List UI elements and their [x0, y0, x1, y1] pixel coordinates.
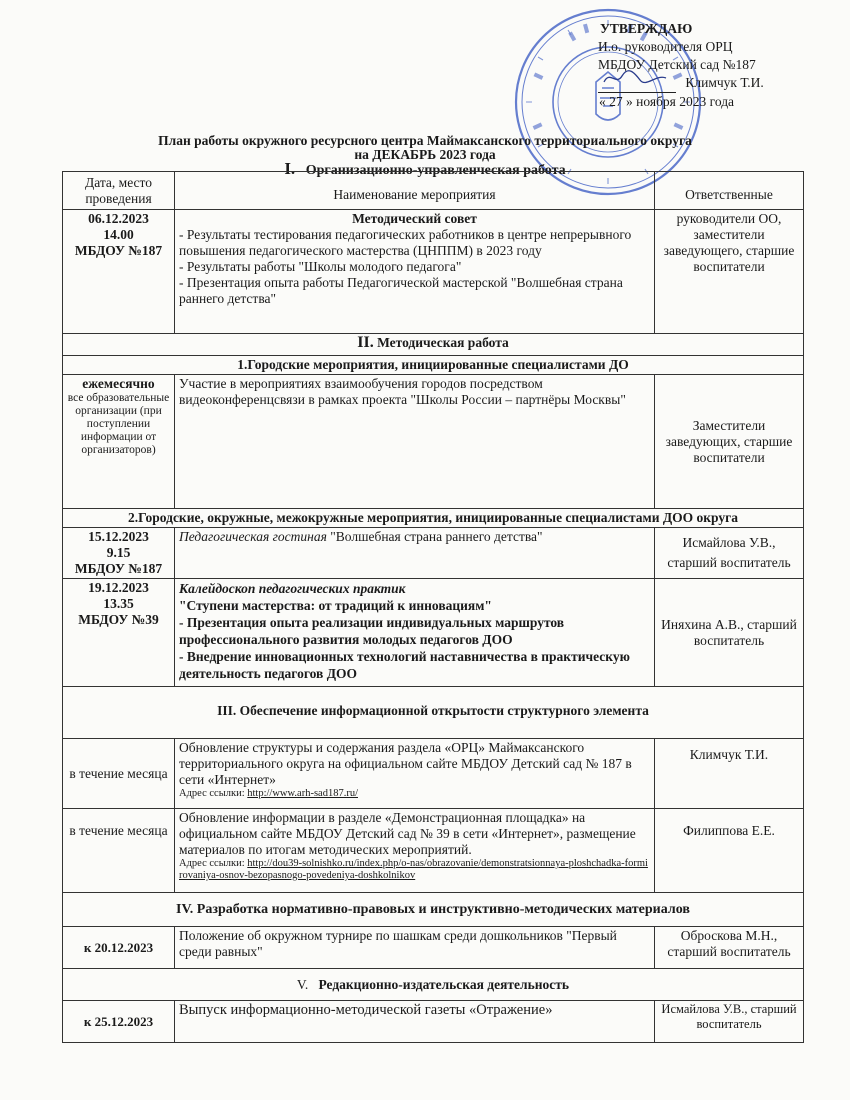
section-row: [63, 687, 804, 739]
subsection-row: [63, 509, 804, 528]
event-date: 15.12.2023: [88, 529, 149, 544]
section-row: [63, 893, 804, 927]
event-format: Педагогическая гостиная: [179, 529, 331, 544]
event-heading: Методический совет: [352, 211, 477, 226]
event-text: Обновление структуры и содержания раздела «ОРЦ» Маймаксанского территориального округа на официальном сайте МБДОУ Детский сад № 187 в сети «Интернет»: [179, 740, 632, 787]
event-date: 19.12.2023: [88, 580, 149, 595]
link-label: Адрес ссылки:: [179, 858, 248, 869]
event-item: - Внедрение инновационных технологий наставничества в практическую деятельность педагогов ДОО: [179, 649, 630, 681]
approval-heading: УТВЕРЖДАЮ: [600, 21, 693, 36]
row-date-cell: в течение месяца: [63, 809, 175, 893]
row-date-cell: в течение месяца: [63, 739, 175, 809]
event-note: все образовательные организации (при поступлении информации от организаторов): [67, 392, 170, 456]
row-resp-cell: Климчук Т.И.: [655, 739, 804, 809]
row-content-cell: [175, 210, 655, 334]
section-1-name: Организационно-управленческая работа: [305, 163, 566, 178]
row-date-cell: [63, 528, 175, 579]
subsection-row: [63, 356, 804, 375]
table-row: [63, 1001, 804, 1043]
section-row: [63, 969, 804, 1001]
link-label: Адрес ссылки:: [179, 788, 248, 799]
event-item: - Результаты тестирования педагогических работников в центре непрерывного повышения педагогического мастерства (ЦНППМ) в 2023 году: [179, 227, 632, 258]
table-row: [63, 927, 804, 969]
row-resp-cell: Заместители заведующих, старшие воспитатели: [655, 375, 804, 509]
row-content-cell: Положение об окружном турнире по шашкам среди дошкольников "Первый среди равных": [175, 927, 655, 969]
row-content-cell: [175, 579, 655, 687]
approval-signer: Климчук Т.И.: [685, 75, 764, 90]
approval-organization: МБДОУ Детский сад №187: [598, 57, 756, 72]
event-place: МБДОУ №187: [74, 561, 163, 576]
row-date-cell: к 25.12.2023: [63, 1001, 175, 1043]
row-resp-cell: Оброскова М.Н., старший воспитатель: [655, 927, 804, 969]
section-3-title: III. Обеспечение информационной открытости структурного элемента: [63, 687, 804, 739]
event-title: "Волшебная страна раннего детства": [330, 529, 543, 544]
header-resp: Ответственные: [655, 172, 804, 210]
row-resp-cell: руководители ОО, заместители заведующего, старшие воспитатели: [655, 210, 804, 334]
row-date-cell: [63, 375, 175, 509]
row-content-cell: Выпуск информационно-методической газеты «Отражение»: [175, 1001, 655, 1043]
site-link[interactable]: http://www.arh-sad187.ru/: [247, 788, 358, 799]
header-name: Наименование мероприятия: [175, 172, 655, 210]
subsection-2-title: 2.Городские, окружные, межокружные мероприятия, инициированные специалистами ДОО округа: [63, 509, 804, 528]
plan-title: План работы окружного ресурсного центра Маймаксанского территориального округа: [158, 133, 692, 148]
approval-signature-line: [598, 74, 764, 93]
row-date-cell: [63, 579, 175, 687]
row-resp-cell: Исмайлова У.В., старший воспитатель: [655, 1001, 804, 1043]
section-5-name: Редакционно-издательская деятельность: [318, 976, 570, 992]
header-date: Дата, место проведения: [63, 172, 175, 210]
site-link[interactable]: http://dou39-solnishko.ru/index.php/o-nas/obrazovanie/demonstratsionnaya-ploshchadka-formirovaniya-osnov-bezopasnogo-povedeniya-doshkolnikov: [179, 858, 648, 881]
event-time: 9.15: [106, 545, 131, 560]
row-date-cell: к 20.12.2023: [63, 927, 175, 969]
table-row: [63, 210, 804, 334]
row-resp-cell: Иняхина А.В., старший воспитатель: [655, 579, 804, 687]
row-date-cell: [63, 210, 175, 334]
event-date: 06.12.2023: [88, 211, 149, 226]
section-2-name: Методическая работа: [377, 335, 509, 350]
event-text: Обновление информации в разделе «Демонстрационная площадка» на официальном сайте МБДОУ Детский сад № 39 в сети «Интернет», размещение материалов по итогам методических мероприятий.: [179, 810, 636, 857]
approval-date: « 27 » ноября 2023 года: [599, 94, 735, 109]
event-item: - Презентация опыта работы Педагогической мастерской "Волшебная страна раннего детства": [179, 275, 623, 306]
plan-period: на ДЕКАБРЬ 2023 года: [354, 147, 496, 162]
plan-table: [62, 171, 804, 1043]
event-time: 14.00: [103, 227, 134, 242]
row-resp-cell: Исмайлова У.В., старший воспитатель: [655, 528, 804, 579]
row-content-cell: [175, 528, 655, 579]
row-resp-cell: Филиппова Е.Е.: [655, 809, 804, 893]
event-item: - Результаты работы "Школы молодого педагога": [179, 259, 462, 274]
approval-position: И.о. руководителя ОРЦ: [598, 39, 733, 54]
event-subheading: "Ступени мастерства: от традиций к инновациям": [179, 598, 492, 613]
table-row: [63, 809, 804, 893]
row-content-cell: [175, 739, 655, 809]
section-4-title: IV. Разработка нормативно-правовых и инструктивно-методических материалов: [63, 893, 804, 927]
row-content-cell: [175, 809, 655, 893]
table-row: [63, 579, 804, 687]
table-row: [63, 375, 804, 509]
event-place: МБДОУ №39: [78, 612, 159, 627]
section-2-number: II.: [357, 334, 374, 351]
event-heading: Калейдоскоп педагогических практик: [179, 581, 406, 596]
section-1-number: I.: [284, 159, 296, 178]
row-content-cell: Участие в мероприятиях взаимообучения городов посредством видеоконференцсвязи в рамках проекта "Школы России – партнёры Москвы": [175, 375, 655, 509]
table-header-row: [63, 172, 804, 210]
approval-block: [598, 20, 764, 111]
event-place: МБДОУ №187: [74, 243, 163, 258]
table-row: [63, 739, 804, 809]
signature: [598, 74, 676, 93]
section-row: [63, 334, 804, 356]
table-row: [63, 528, 804, 579]
event-item: - Презентация опыта реализации индивидуальных маршрутов профессионального развития молодых педагогов ДОО: [179, 615, 565, 647]
event-date: ежемесячно: [82, 376, 155, 391]
subsection-1-title: 1.Городские мероприятия, инициированные специалистами ДО: [63, 356, 804, 375]
section-5-number: V.: [296, 976, 309, 992]
event-time: 13.35: [103, 596, 134, 611]
